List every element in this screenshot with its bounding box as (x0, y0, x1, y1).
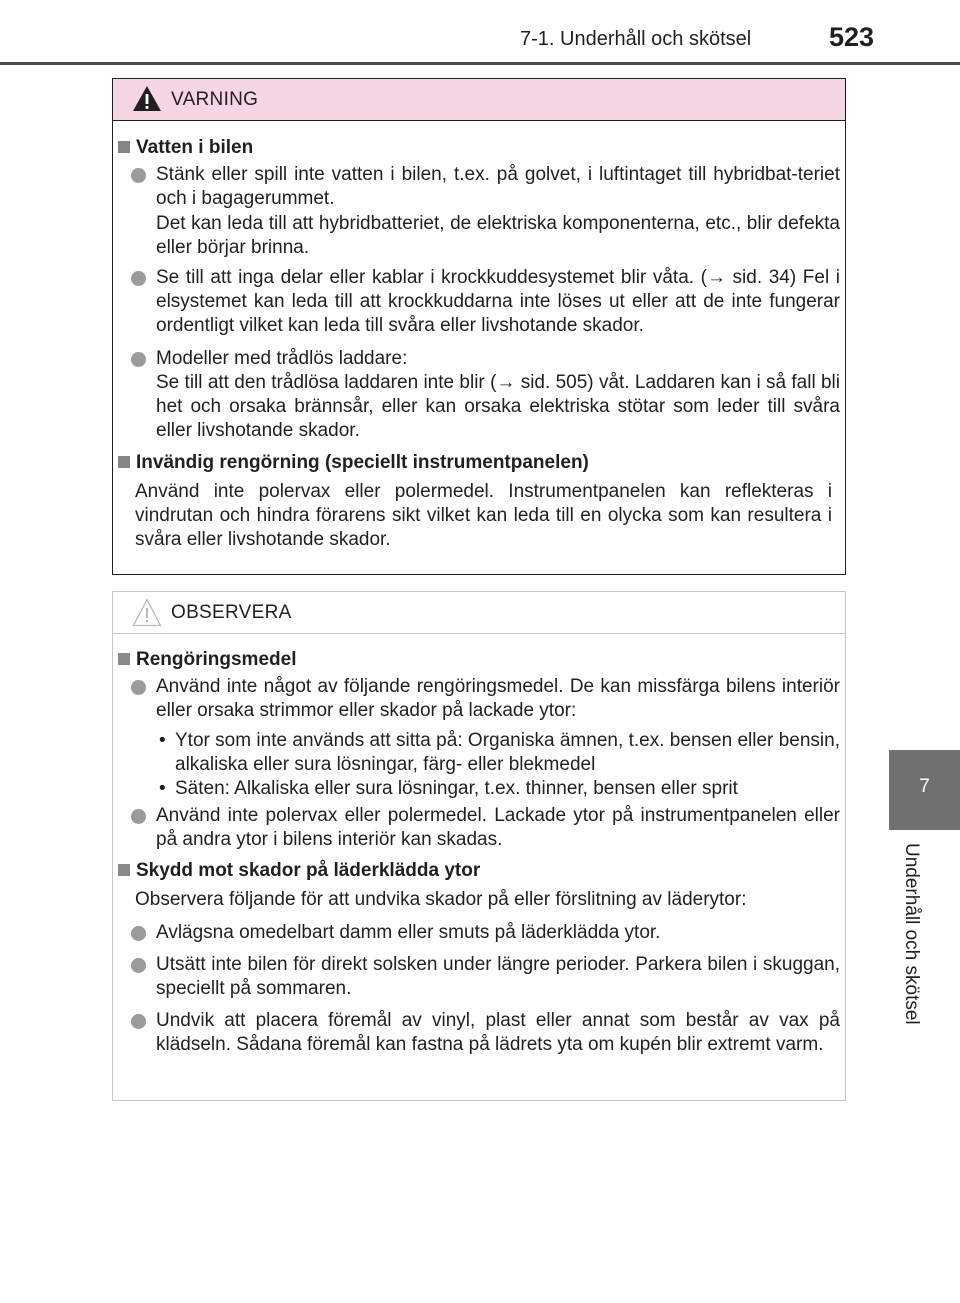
chapter-tab (889, 750, 960, 830)
notice-title: OBSERVERA (171, 602, 292, 623)
bullet-icon (131, 352, 146, 367)
list-bullet: • (159, 778, 166, 799)
header-rule (0, 62, 960, 65)
warning-item-water-consequence: Det kan leda till att hybridbatteriet, de elektriska komponenterna, etc., blir defekta eller börjar brinna. (156, 213, 840, 258)
notice-heading-leather (115, 860, 480, 882)
warning-item-wireless-charger-title: Modeller med trådlös laddare: (156, 348, 408, 369)
bullet-icon (131, 680, 146, 695)
heading-text: Vatten i bilen (136, 137, 254, 158)
heading-text: Skydd mot skador på läderklädda ytor (136, 860, 481, 881)
warning-item-airbag-wiring: Se till att inga delar eller kablar i krockkuddesystemet blir våta. (→ sid. 34) Fel i elsystemet kan leda till att krockkuddarna inte löses ut eller att de inte fungerar ordentligt vilket kan leda till svåra eller livshotande skador. (156, 267, 840, 336)
bullet-icon (131, 1014, 146, 1029)
bullet-icon (131, 271, 146, 286)
warning-interior-cleaning-text: Använd inte polervax eller polermedel. Instrumentpanelen kan reflekteras i vindrutan och hindra förarens sikt vilket kan leda till en olycka som kan resultera i svåra eller livshotande skador. (135, 481, 832, 550)
notice-item-cleaning-agents: Använd inte något av följande rengöringsmedel. De kan missfärga bilens interiör eller orsaka strimmor eller skador på lackade ytor: (156, 676, 840, 721)
header-section-title: 7-1. Underhåll och skötsel (520, 28, 752, 50)
warning-heading-interior-cleaning (115, 452, 589, 474)
warning-triangle-icon (132, 85, 162, 112)
list-bullet: • (159, 730, 166, 751)
page-number: 523 (829, 22, 875, 52)
notice-heading-cleaning-agents (115, 649, 296, 671)
bullet-icon (131, 809, 146, 824)
notice-item-leather-vinyl: Undvik att placera föremål av vinyl, plast eller annat som består av vax på klädseln. Sådana föremål kan fastna på lädrets yta om kupén blir extremt varm. (156, 1010, 840, 1055)
bullet-icon (131, 958, 146, 973)
square-bullet-icon (118, 864, 130, 876)
warning-header (113, 79, 845, 121)
chapter-side-label: Underhåll och skötsel (901, 843, 922, 1025)
warning-box (112, 78, 846, 575)
notice-subitem-surfaces: Ytor som inte används att sitta på: Organiska ämnen, t.ex. bensen eller bensin, alkaliska eller sura lösningar, färg- eller blekmedel (175, 730, 840, 775)
square-bullet-icon (118, 141, 130, 153)
notice-item-leather-dust: Avlägsna omedelbart damm eller smuts på läderklädda ytor. (156, 922, 661, 943)
heading-text: Invändig rengörning (speciellt instrumentpanelen) (136, 452, 589, 473)
notice-leather-intro: Observera följande för att undvika skador på eller förslitning av läderytor: (135, 889, 747, 910)
bullet-icon (131, 168, 146, 183)
square-bullet-icon (118, 653, 130, 665)
warning-item-wireless-charger: Se till att den trådlösa laddaren inte blir (→ sid. 505) våt. Laddaren kan i så fall bli het och orsaka brännsår, eller kan orsaka elektriska stötar som leder till svåra eller livshotande skador. (156, 372, 840, 441)
caution-triangle-icon (132, 598, 162, 627)
warning-heading-water (115, 137, 253, 159)
notice-item-polish: Använd inte polervax eller polermedel. Lackade ytor på instrumentpanelen eller på andra ytor i bilens interiör kan skadas. (156, 805, 840, 850)
heading-text: Rengöringsmedel (136, 649, 297, 670)
bullet-icon (131, 926, 146, 941)
notice-item-leather-sun: Utsätt inte bilen för direkt solsken under längre perioder. Parkera bilen i skuggan, speciellt på sommaren. (156, 954, 840, 999)
notice-header (113, 592, 845, 634)
notice-box (112, 591, 846, 1101)
warning-title: VARNING (171, 89, 259, 110)
chapter-number: 7 (919, 776, 930, 797)
warning-item-water-spill: Stänk eller spill inte vatten i bilen, t.ex. på golvet, i luftintaget till hybridbat-teriet och i bagagerummet. (156, 164, 840, 209)
square-bullet-icon (118, 456, 130, 468)
notice-subitem-seats: Säten: Alkaliska eller sura lösningar, t.ex. thinner, bensen eller sprit (175, 778, 738, 799)
